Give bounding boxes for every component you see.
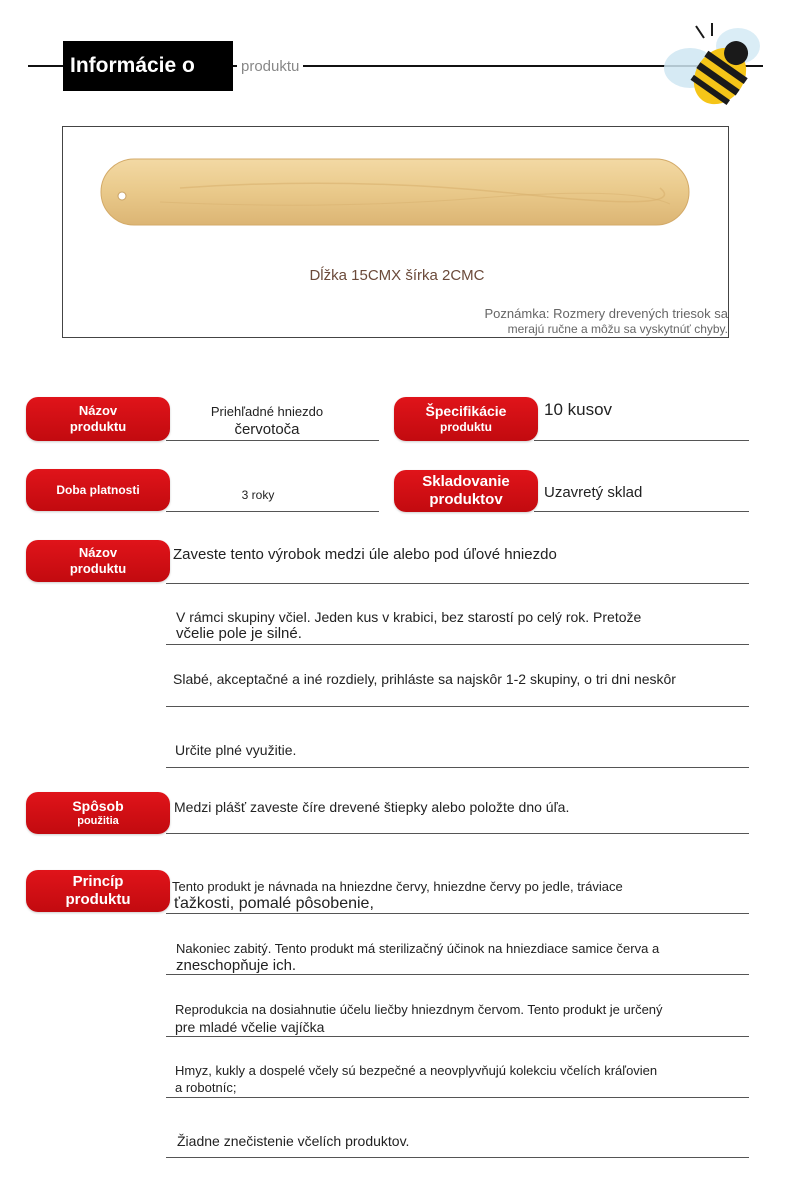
validity-pill: Doba platnosti [26,469,170,511]
underline [534,440,749,441]
underline [166,767,749,768]
principle-line: Nakoniec zabitý. Tento produkt má sterilizačný účinok na hniezdiace samice červa a [176,941,660,956]
description-line: Slabé, akceptačné a iné rozdiely, prihláste sa najskôr 1-2 skupiny, o tri dni neskôr [173,671,676,687]
measurement-note-line2: merajú ručne a môžu sa vyskytnúť chyby. [507,322,728,336]
underline [166,1036,749,1037]
product-spec-pill: Špecifikácie produktu [394,397,538,441]
underline [166,583,749,584]
underline [166,706,749,707]
principle-line: Reprodukcia na dosiahnutie účelu liečby hniezdnym červom. Tento produkt je určený [175,1002,663,1017]
usage-text: Medzi plášť zaveste číre drevené štiepky alebo položte dno úľa. [174,799,570,815]
principle-line: Tento produkt je návnada na hniezdne červy, hniezdne červy po jedle, tráviace [172,879,623,894]
principle-pill: Princíp produktu [26,870,170,912]
underline [166,1157,749,1158]
underline [166,913,749,914]
underline [166,974,749,975]
underline [166,833,749,834]
dimensions-label: Dĺžka 15CMX šírka 2CMC [309,267,485,284]
underline [166,440,379,441]
product-name-value: Priehľadné hniezdo červotoča [210,404,324,438]
storage-pill: Skladovanie produktov [394,470,538,512]
principle-line: Žiadne znečistenie včelích produktov. [177,1133,410,1149]
usage-pill: Spôsob použitia [26,792,170,834]
description-line: Zaveste tento výrobok medzi úle alebo pod úľové hniezdo [173,546,557,563]
description-line: Určite plné využitie. [175,742,297,758]
storage-value: Uzavretý sklad [544,484,643,501]
product-spec-value: 10 kusov [544,400,613,419]
principle-line: Hmyz, kukly a dospelé včely sú bezpečné a neovplyvňujú kolekciu včelích kráľovien [175,1063,658,1078]
principle-line: pre mladé včelie vajíčka [175,1019,325,1035]
principle-line: zneschopňuje ich. [176,957,297,974]
product-name-pill: Názov produktu [26,397,170,441]
validity-value: 3 roky [241,488,275,502]
description-line: V rámci skupiny včiel. Jeden kus v krabici, bez starostí po celý rok. Pretože [176,609,642,625]
wooden-stick-image [100,158,690,226]
description-line: včelie pole je silné. [176,625,302,642]
principle-line: ťažkosti, pomalé pôsobenie, [174,895,374,912]
underline [166,1097,749,1098]
measurement-note-line1: Poznámka: Rozmery drevených triesok sa [484,306,728,321]
underline [166,511,379,512]
bee-illustration [660,18,765,113]
underline [166,644,749,645]
header-subtitle: produktu [237,57,303,77]
description-pill: Názov produktu [26,540,170,582]
header-title: Informácie o [63,41,233,91]
underline [534,511,749,512]
principle-line: a robotníc; [175,1080,237,1095]
